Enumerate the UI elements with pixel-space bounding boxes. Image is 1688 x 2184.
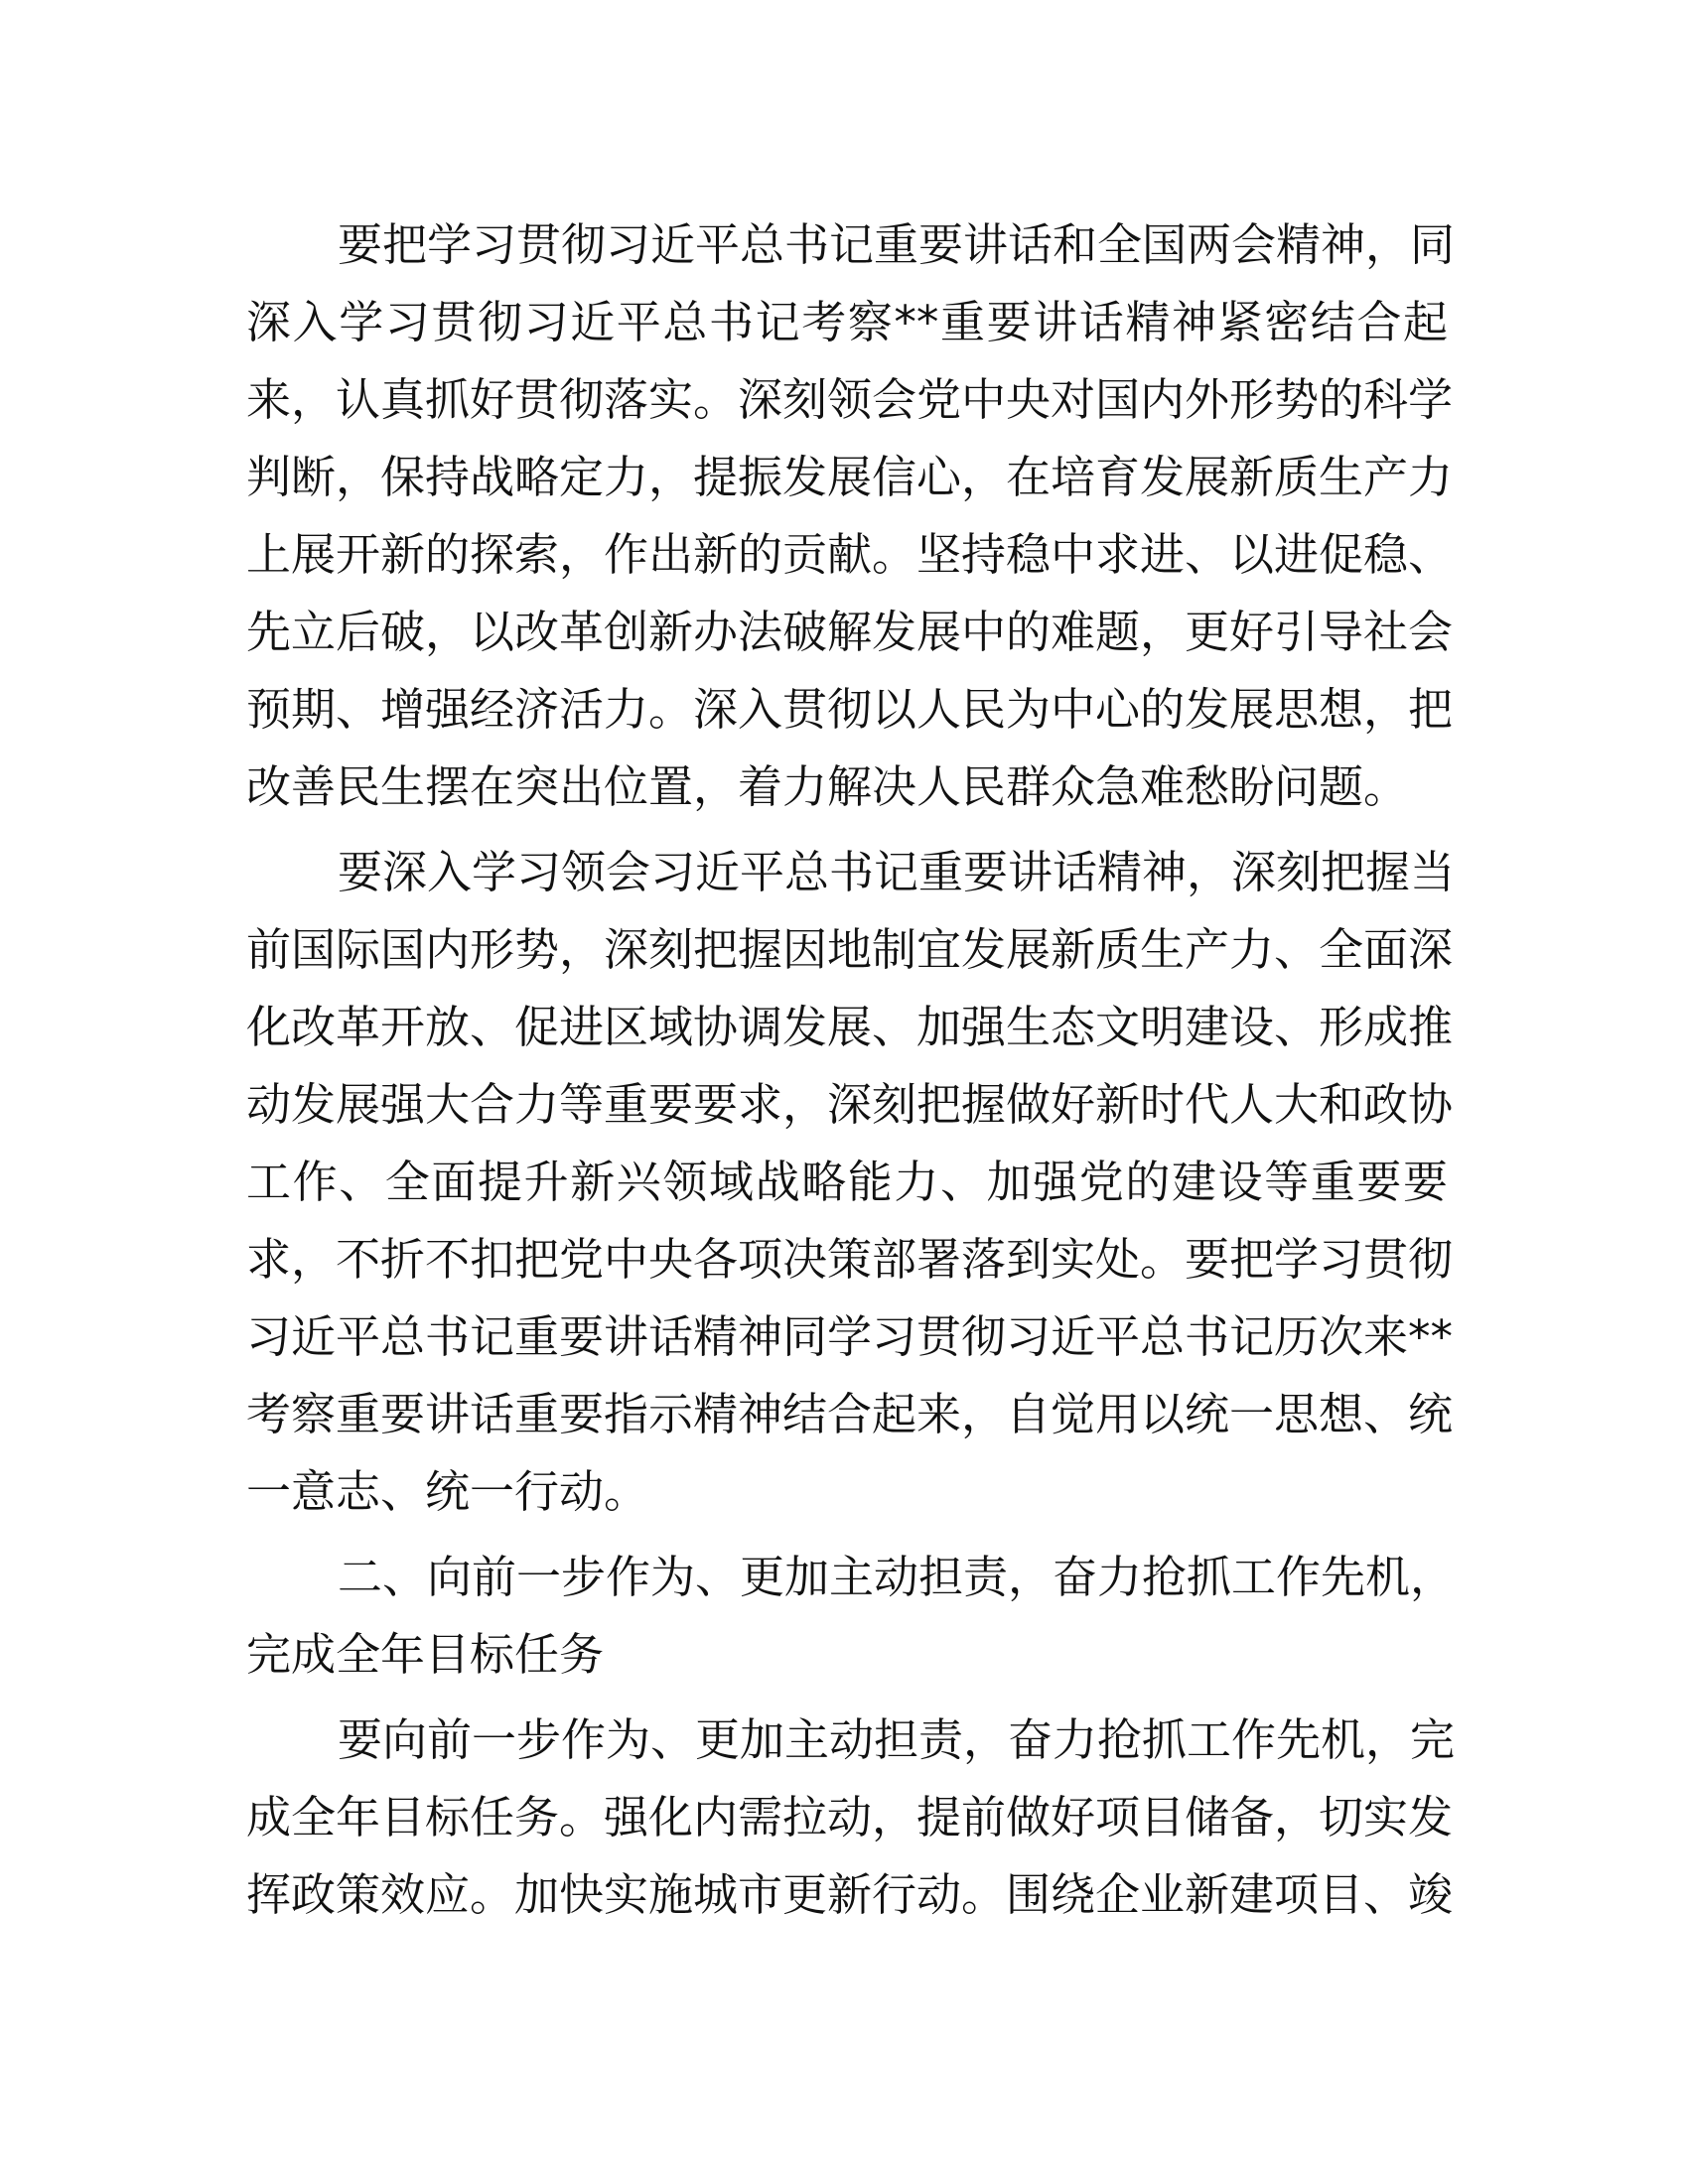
- text-line: 预期、增强经济活力。深入贯彻以人民为中心的发展思想，把: [246, 683, 1454, 736]
- text-line: 求，不折不扣把党中央各项决策部署落到实处。要把学习贯彻: [246, 1233, 1454, 1286]
- heading-line: 完成全年目标任务: [246, 1628, 605, 1681]
- document-page: [246, 206, 1456, 1942]
- text-line: 要向前一步作为、更加主动担责，奋力抢抓工作先机，完: [338, 1713, 1456, 1766]
- text-line: 深入学习贯彻习近平总书记考察**重要讲话精神紧密结合起: [246, 296, 1448, 348]
- text-line: 改善民生摆在突出位置，着力解决人民群众急难愁盼问题。: [246, 760, 1409, 813]
- heading-line: 二、向前一步作为、更加主动担责，奋力抢抓工作先机，: [338, 1551, 1456, 1603]
- paragraph-1: [246, 206, 1456, 826]
- text-line: 化改革开放、促进区域协调发展、加强生态文明建设、形成推: [246, 1001, 1454, 1053]
- text-line: 上展开新的探索，作出新的贡献。坚持稳中求进、以进促稳、: [246, 528, 1454, 581]
- text-line: 要深入学习领会习近平总书记重要讲话精神，深刻把握当: [338, 846, 1456, 898]
- text-line: 先立后破，以改革创新办法破解发展中的难题，更好引导社会: [246, 606, 1454, 658]
- text-line: 习近平总书记重要讲话精神同学习贯彻习近平总书记历次来**: [246, 1310, 1454, 1363]
- text-line: 成全年目标任务。强化内需拉动，提前做好项目储备，切实发: [246, 1791, 1454, 1843]
- text-line: 判断，保持战略定力，提振发展信心，在培育发展新质生产力: [246, 451, 1454, 503]
- paragraph-2: [246, 834, 1456, 1531]
- text-line: 要把学习贯彻习近平总书记重要讲话和全国两会精神，同: [338, 218, 1456, 271]
- text-line: 来，认真抓好贯彻落实。深刻领会党中央对国内外形势的科学: [246, 373, 1454, 426]
- section-heading: [246, 1539, 1456, 1694]
- text-line: 一意志、统一行动。: [246, 1465, 649, 1518]
- text-line: 挥政策效应。加快实施城市更新行动。围绕企业新建项目、竣: [246, 1868, 1454, 1921]
- text-line: 动发展强大合力等重要要求，深刻把握做好新时代人大和政协: [246, 1078, 1454, 1131]
- text-line: 前国际国内形势，深刻把握因地制宜发展新质生产力、全面深: [246, 923, 1454, 976]
- paragraph-3: [246, 1702, 1456, 1934]
- text-line: 工作、全面提升新兴领域战略能力、加强党的建设等重要要: [246, 1156, 1448, 1208]
- text-line: 考察重要讲话重要指示精神结合起来，自觉用以统一思想、统: [246, 1388, 1454, 1440]
